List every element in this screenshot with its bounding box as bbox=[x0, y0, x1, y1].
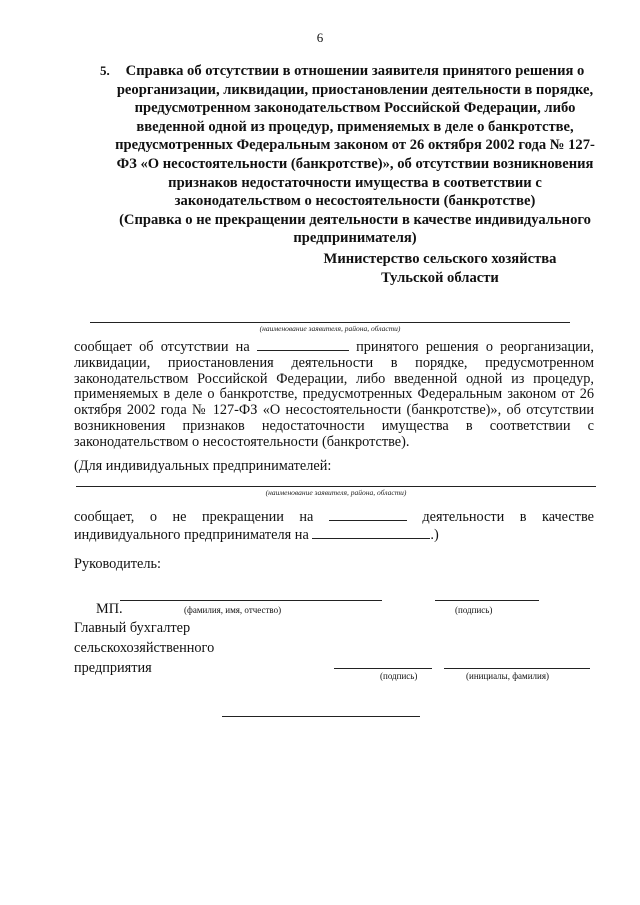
signature-line-2 bbox=[334, 668, 432, 669]
ministry-line-2: Тульской области bbox=[381, 270, 499, 286]
p2-end: .) bbox=[430, 526, 439, 543]
fio-line bbox=[120, 600, 382, 601]
section-title: Справка об отсутствии в отношении заявителя принятого решения о реорганизации, ликвидации, приостановлении деятельности в порядке, предусмотренном законодательством Российской Федерации, либо введенной одной из процедур, применяемых в деле о банкротстве, предусмотренных Федеральным законом от 26 октября 2002 года № 127-ФЗ «О несостоятельности (банкротстве)», об отсутствии возникновения признаков недостаточности имущества в соответствии с законодательством о несостоятельности (банкротстве) bbox=[115, 63, 595, 210]
mp-stamp-label: МП. bbox=[96, 601, 123, 617]
p2-mid: деятельности в качестве индивидуального предпринимателя на bbox=[74, 509, 594, 543]
ip-label: (Для индивидуальных предпринимателей: bbox=[74, 458, 332, 474]
body-paragraph-1 bbox=[74, 338, 594, 451]
body-paragraph-2 bbox=[74, 508, 594, 544]
date-blank-2 bbox=[329, 508, 407, 521]
p1-rest: принятого решения о реорганизации, ликвидации, приостановления деятельности в порядке, предусмотренном законодательством Российской Федерации, либо введенной одной из процедур, применяемых в деле о банкротстве, предусмотренных Федеральным законом от 26 октября 2002 года № 127-ФЗ «О несостоятельности (банкротстве)», об отсутствии возникновения признаков недостаточности имущества в соответствии с законодательством о несостоятельности (банкротстве). bbox=[74, 339, 595, 450]
date-blank-1 bbox=[257, 338, 349, 351]
applicant-caption: (наименование заявителя, района, области) bbox=[259, 324, 401, 333]
section-number: 5. bbox=[100, 63, 110, 78]
section-subtitle: (Справка о не прекращении деятельности в качестве индивидуального предпринимателя) bbox=[119, 211, 591, 247]
p2-start: сообщает, о не прекращении на bbox=[74, 509, 314, 525]
fio-caption: (фамилия, имя, отчество) bbox=[184, 605, 282, 615]
signature-line-1 bbox=[435, 600, 539, 601]
applicant-line-2 bbox=[76, 486, 596, 487]
signature-caption-2: (подпись) bbox=[380, 671, 418, 681]
closing-line bbox=[222, 716, 420, 717]
initials-caption: (инициалы, фамилия) bbox=[466, 671, 549, 681]
page-number: 6 bbox=[316, 30, 324, 45]
p1-start: сообщает об отсутствии на bbox=[74, 339, 250, 355]
accountant-label: Главный бухгалтер сельскохозяйственного предприятия bbox=[74, 620, 215, 676]
date-blank-3 bbox=[312, 526, 430, 539]
signature-caption-1: (подпись) bbox=[455, 605, 493, 615]
section-heading bbox=[96, 62, 596, 248]
head-label: Руководитель: bbox=[74, 556, 162, 572]
ministry-name bbox=[300, 250, 580, 288]
initials-line bbox=[444, 668, 590, 669]
applicant-caption-2: (наименование заявителя, района, области) bbox=[265, 488, 407, 497]
applicant-line bbox=[90, 322, 570, 323]
ministry-line-1: Министерство сельского хозяйства bbox=[323, 251, 557, 267]
